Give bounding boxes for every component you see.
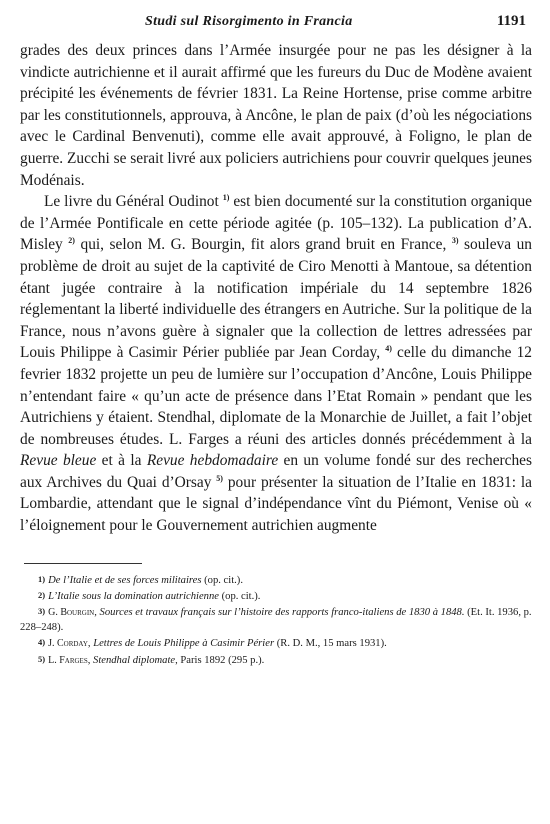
footnote-ref: 1) xyxy=(222,193,230,203)
text-run: pour présenter la situation de l’Italie en 1831: la Lombardie, attendant que le signal d’indépendance vînt du Piémont, Venise où « l’éloignement pour le Gouvernement autrichien augmente xyxy=(20,473,532,535)
text-run: (op. cit.). xyxy=(201,574,243,586)
italic-text: L’Italie sous la domination autrichienne xyxy=(48,590,219,602)
page-number: 1191 xyxy=(496,13,526,29)
running-header xyxy=(20,10,532,32)
paragraph-2 xyxy=(20,191,532,537)
text-run: celle du dimanche 12 fevrier 1832 projette un peu de lumière sur l’occupation d’Ancône, Louis Philippe n’entendant faire « qu’un acte de présence dans l’Etat Romain » pendant que les Autrichiens y étaient. Stendhal, diplomate de la Monarchie de Juillet, a fait l’objet de nombreuses études. L. Farges a réuni des articles donnés précédemment à la xyxy=(20,344,533,448)
text-run: est bien documenté sur la constitution organique de l’Armée Pontificale en cette période agitée (p. 105–132). La publication d’A. Misley xyxy=(20,193,532,254)
text-run: , xyxy=(87,654,94,666)
text-run: (Et. It. 1936, p. 228–248). xyxy=(20,607,532,634)
footnote-number: 2) xyxy=(38,589,46,600)
italic-text: Lettres de Louis Philippe à Casimir Périer xyxy=(93,638,275,650)
text-run: , Paris 1892 (295 p.). xyxy=(175,654,265,666)
footnote-number: 4) xyxy=(38,637,46,648)
footnote-number: 1) xyxy=(38,573,46,584)
footnote-ref: 2) xyxy=(68,236,75,246)
footnote xyxy=(20,652,532,668)
italic-text: Revue hebdomadaire xyxy=(146,452,279,470)
footnote xyxy=(20,635,532,651)
running-title: Studi sul Risorgimento in Francia xyxy=(145,14,353,29)
text-run: , xyxy=(87,638,94,650)
text-run: grades des deux princes dans l’Armée insurgée pour ne pas les désigner à la vindicte autrichienne et il aurait affirmé que les fureurs du Duc de Modène avaient précipité les événements de février 1831. La Reine Hortense, prise comme arbitre par les constitutionnels, approuva, à Ancône, le plan de paix (d’où les négociations avec le Cardinal Benvenuti), comme elle avait approuvé, à Foligno, le plan de guerre. Zucchi se serait livré aux policiers autrichiens pour couvrir quelques jeunes Modénais. xyxy=(20,42,532,189)
author-name: G. Bourgin xyxy=(48,607,95,619)
text-run: en un volume fondé sur des recherches aux Archives du Quai d’Orsay xyxy=(20,452,533,491)
text-run: qui, selon M. G. Bourgin, fit alors grand bruit en France, xyxy=(74,236,452,254)
footnote-ref: 5) xyxy=(216,473,223,483)
footnote-ref: 4) xyxy=(385,344,392,354)
text-run: (op. cit.). xyxy=(218,590,261,602)
text-run: et à la xyxy=(96,452,147,470)
body-text xyxy=(20,40,532,537)
text-run: (R. D. M., 15 mars 1931). xyxy=(274,638,387,650)
author-name: J. Corday xyxy=(48,638,88,650)
page xyxy=(20,10,532,668)
footnote xyxy=(20,572,532,588)
italic-text: Revue bleue xyxy=(20,452,97,470)
italic-text: Sources et travaux français sur l’histoire des rapports franco-italiens de 1830 à 1848. xyxy=(99,607,465,619)
footnote-rule xyxy=(24,563,142,564)
author-name: L. Farges xyxy=(48,654,88,666)
text-run: Le livre du Général Oudinot xyxy=(44,193,223,211)
footnote-number: 5) xyxy=(38,653,46,664)
footnote-ref: 3) xyxy=(451,236,459,246)
footnote xyxy=(20,588,532,604)
footnote-number: 3) xyxy=(38,606,46,617)
text-run: souleva un problème de droit au sujet de la captivité de Ciro Menotti à Mantoue, sa détention étant jugée contraire à la notification impériale du 14 septembre 1826 réglementant la liberté individuelle des étrangers en Autriche. Sur la politique de la France, nous n’avons guère à signaler que la collection de lettres adressées par Louis Philippe à Casimir Périer publiée par Jean Corday, xyxy=(20,236,532,362)
italic-text: Stendhal diplomate xyxy=(93,654,176,666)
paragraph-1 xyxy=(20,40,532,191)
text-run: , xyxy=(94,607,100,619)
italic-text: De l’Italie et de ses forces militaires xyxy=(48,574,202,586)
footnote xyxy=(20,604,532,635)
footnotes xyxy=(20,572,532,668)
